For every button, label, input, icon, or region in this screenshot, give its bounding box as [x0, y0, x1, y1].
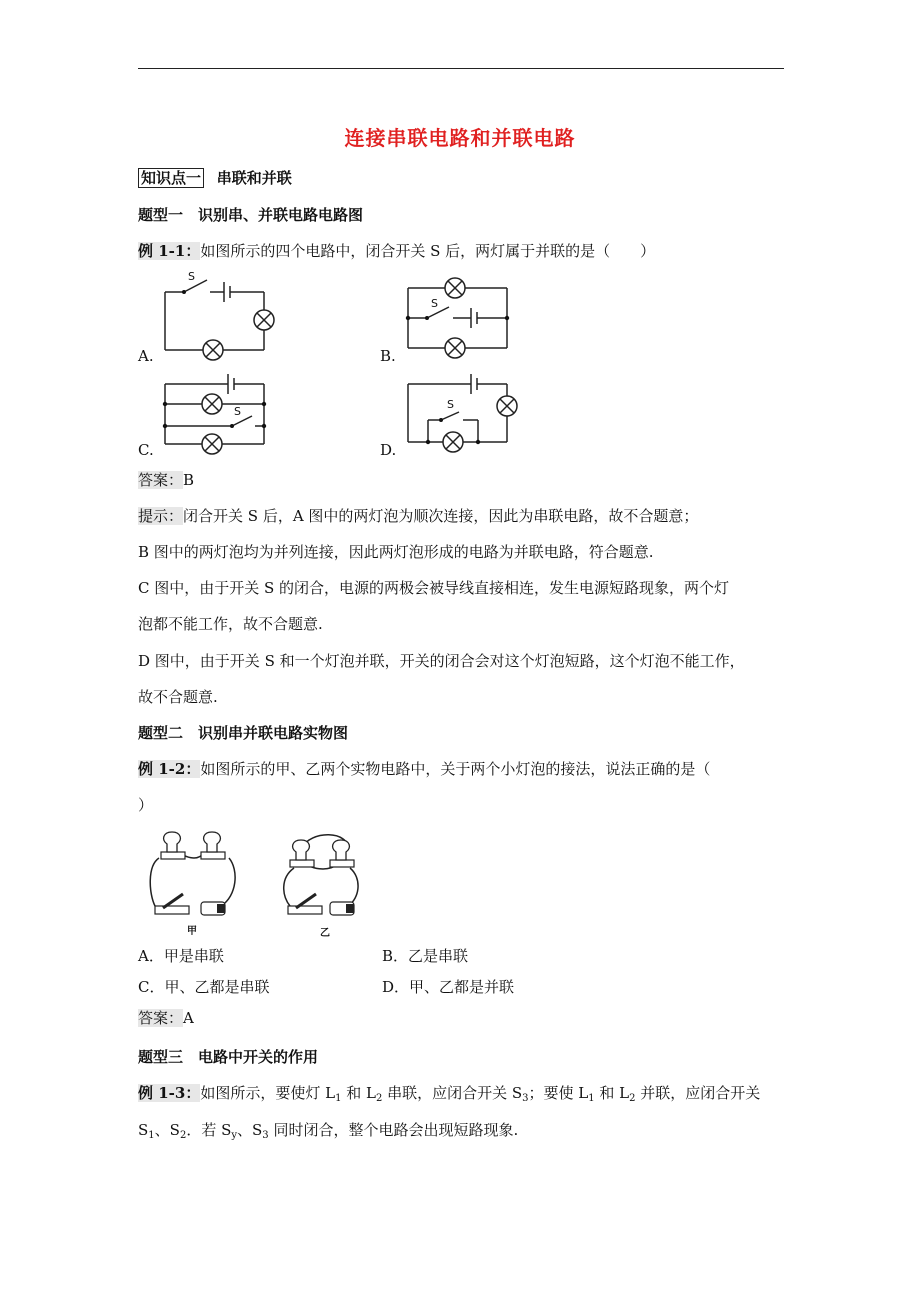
hint-text: 闭合开关 S 后，A 图中的两灯泡为顺次连接，因此为串联电路，故不合题意；: [183, 507, 699, 525]
example-label: 例 1-3：: [138, 1084, 201, 1102]
text-part: 同时闭合，整个电路会出现短路现象.: [268, 1121, 519, 1139]
type3-question-line-1: [138, 1083, 760, 1109]
type2-heading: 题型二 识别串并联电路实物图: [138, 724, 349, 742]
subscript: 1: [148, 1130, 155, 1141]
hint-line-1: [138, 506, 698, 526]
circuit-c-diagram: [160, 374, 270, 456]
type2-option-a: A．甲是串联: [138, 947, 224, 965]
type2-answer: [138, 1008, 194, 1028]
subscript: 2: [179, 1130, 187, 1141]
knowledge-point-box: 知识点一: [138, 168, 204, 188]
example-label: 例 1-2：: [138, 760, 201, 778]
hint-line-4: 泡都不能工作，故不合题意.: [138, 615, 323, 633]
subscript: 2: [375, 1093, 383, 1104]
knowledge-point: [138, 168, 292, 188]
option-b-label: B.: [380, 347, 396, 365]
type1-heading: 题型一 识别串、并联电路电路图: [138, 206, 364, 224]
subscript: y: [231, 1130, 238, 1141]
type1-question: [138, 241, 655, 261]
answer-value: A: [183, 1009, 194, 1027]
caption-jia: 甲: [187, 926, 197, 937]
type3-question-line-2: [138, 1120, 518, 1146]
text-part: ；要使 L: [528, 1084, 589, 1102]
physical-circuit-jia: [143, 830, 243, 938]
answer-label: 答案：: [138, 471, 184, 489]
hint-line-6: 故不合题意.: [138, 688, 218, 706]
text-part: 和 L: [341, 1084, 376, 1102]
type2-option-d: D．甲、乙都是并联: [382, 978, 515, 996]
option-c-label: C.: [138, 441, 154, 459]
type3-heading: 题型三 电路中开关的作用: [138, 1048, 319, 1066]
physical-circuit-yi: [280, 830, 380, 940]
type2-question: [138, 759, 710, 779]
option-a-label: A.: [138, 347, 154, 365]
knowledge-point-label: 串联和并联: [216, 169, 292, 187]
option-d-label: D.: [380, 441, 397, 459]
text-part: 如图所示，要使灯 L: [200, 1084, 336, 1102]
subscript: 3: [522, 1093, 529, 1104]
hint-line-5: D 图中，由于开关 S 和一个灯泡并联，开关的闭合会对这个灯泡短路，这个灯泡不能工作，: [138, 652, 745, 670]
switch-label: S: [431, 297, 438, 310]
question-text: 如图所示的甲、乙两个实物电路中，关于两个小灯泡的接法，说法正确的是（: [200, 760, 711, 778]
subscript: 1: [588, 1093, 595, 1104]
circuit-a-diagram: [160, 268, 270, 358]
subscript: 2: [629, 1093, 636, 1104]
text-part: 并联，应闭合开关: [635, 1084, 761, 1102]
text-part: 和 L: [594, 1084, 630, 1102]
type2-question-end: ）: [138, 796, 154, 814]
hint-label: 提示：: [138, 507, 184, 525]
switch-label: S: [447, 398, 454, 411]
circuit-d-diagram: [403, 374, 513, 456]
hint-line-3: C 图中，由于开关 S 的闭合，电源的两极会被导线直接相连，发生电源短路现象，两个灯: [138, 579, 730, 597]
answer-label: 答案：: [138, 1009, 184, 1027]
text-part: 、S: [237, 1121, 263, 1139]
subscript: 3: [262, 1130, 269, 1141]
text-part: 、S: [154, 1121, 180, 1139]
type2-option-c: C．甲、乙都是串联: [138, 978, 270, 996]
type1-answer: [138, 470, 194, 490]
text-part: 串联，应闭合开关 S: [382, 1084, 523, 1102]
subscript: 1: [335, 1093, 342, 1104]
hint-line-2: B 图中的两灯泡均为并列连接，因此两灯泡形成的电路为并联电路，符合题意.: [138, 543, 654, 561]
switch-label: S: [234, 405, 241, 418]
text-part: ．若 S: [186, 1121, 232, 1139]
caption-yi: 乙: [320, 928, 330, 939]
header-rule: [138, 68, 784, 69]
switch-label: S: [188, 270, 195, 283]
text-part: S: [138, 1121, 149, 1139]
page-title: 连接串联电路和并联电路: [344, 126, 576, 150]
circuit-b-diagram: [403, 278, 513, 360]
answer-value: B: [183, 471, 195, 489]
question-text: 如图所示的四个电路中，闭合开关 S 后，两灯属于并联的是（ ）: [200, 242, 656, 260]
example-label: 例 1-1：: [138, 242, 201, 260]
type2-option-b: B．乙是串联: [382, 947, 469, 965]
